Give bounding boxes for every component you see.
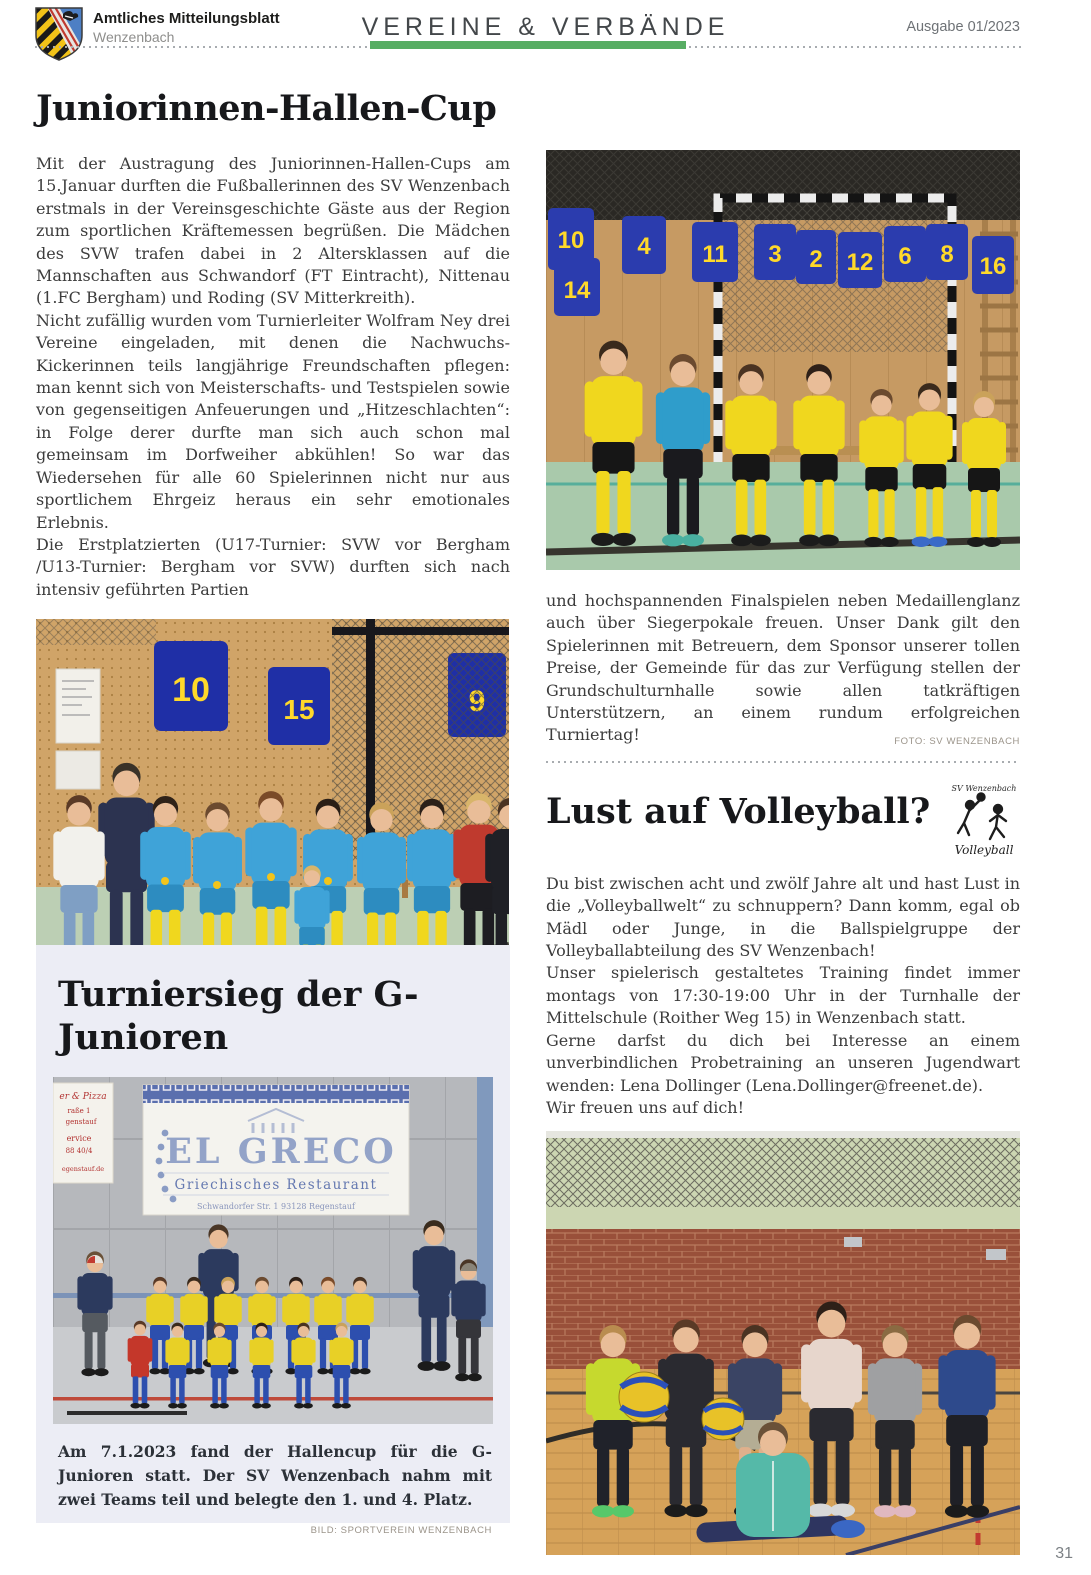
photo-credit: FOTO: SV WENZENBACH — [894, 736, 1020, 748]
volleyball-body — [546, 873, 1020, 1119]
poster-line: raße 1 — [67, 1107, 91, 1115]
article-continuation-block — [546, 590, 1020, 747]
el-greco-banner — [143, 1085, 409, 1215]
photo-volleyball-group — [546, 1131, 1020, 1555]
poster-line: genstauf — [65, 1118, 97, 1126]
stick-figures-icon — [958, 793, 1006, 839]
green-accent-bar — [370, 41, 686, 49]
article-continuation — [546, 590, 1020, 747]
poster-line: 88 40/4 — [65, 1147, 93, 1155]
jersey-number: 6 — [898, 243, 912, 270]
section-title: VEREINE & VERBÄNDE — [361, 13, 730, 41]
photo-u13-team — [546, 150, 1020, 570]
photo-u17-team — [36, 619, 510, 991]
photo-u17-team-illustration — [36, 619, 509, 991]
jersey-number: 16 — [979, 253, 1007, 280]
banner-address: Schwandorfer Str. 1 93128 Regenstauf — [196, 1202, 356, 1211]
article-paragraph: Mit der Austragung des Juniorinnen-Hallen-Cups am 15.Januar durften die Fußballerinnen des SV Wenzenbach erstmals in der Vereinsgeschichte Gäste aus der Region zum sportlichen Kräftemessen begrüßen. Die Mädchen des SVW trafen dabei in 2 Altersklassen auf die Mannschaften aus Schwandorf (FT Eintracht), Nittenau (1.FC Bergham) und Roding (SV Mitterkreith). — [36, 154, 510, 308]
article-title-gjunioren: Turniersieg der G-Junioren — [58, 974, 419, 1058]
volleyball-header — [546, 779, 1020, 859]
article-title-volleyball: Lust auf Volleyball? — [546, 790, 931, 832]
article-paragraph: Nicht zufällig wurden vom Turnierleiter Wolfram Ney drei Vereine eingeladen, mit denen die Nachwuchs-Kickerinnen teils langjährige Freundschaften pflegen: man kennt sich von Meisterschafts- und Testspielen sowie von gegenseitigen Anfeuerungen und „Hitzeschlachten“: in Folge derer durfte man sich auch schon mal gemeinsam im Dorfweiher abkühlen! So war das Wiedersehen für alle 60 Spielerinnen nicht nur aus sportlichem Ehrgeiz heraus ein sehr emotionales Erlebnis. — [36, 310, 510, 532]
volleyball-paragraph: Du bist zwischen acht und zwölf Jahre alt und hast Lust in die „Volleyballwelt“ zu schnuppern? Dann komm, egal ob Mädl oder Junge, in die Ballspielgruppe der Volleyballabteilung des SV Wenzenbach! — [546, 873, 1020, 961]
photo-caption-gjunioren — [58, 1440, 492, 1536]
jersey-number: 3 — [768, 241, 782, 268]
photo-gjunioren-illustration — [53, 1077, 493, 1424]
masthead-title: Amtliches Mitteilungsblatt — [93, 10, 280, 27]
jersey-number: 10 — [172, 671, 210, 710]
jersey-number: 4 — [637, 233, 651, 260]
logo-text-bottom: Volleyball — [954, 842, 1014, 857]
volleyball-paragraph: Unser spielerisch gestaltetes Training findet immer montags von 17:30-19:00 Uhr in der Turnhalle der Mittelschule (Roither Weg 15) in Wenzenbach statt. — [546, 963, 1020, 1028]
photo-volleyball-illustration — [546, 1131, 1020, 1555]
jersey-number: 10 — [557, 227, 585, 254]
banner-title: EL GRECO — [165, 1131, 397, 1172]
jersey-number: 8 — [940, 241, 954, 268]
caption-text: Am 7.1.2023 fand der Hallencup für die G-Junioren statt. Der SV Wenzenbach nahm mit zwei Teams teil und belegte den 1. und 4. Platz. — [58, 1442, 492, 1509]
photo-credit: BILD: SPORTVEREIN WENZENBACH — [310, 1525, 492, 1536]
right-column — [546, 150, 1020, 1555]
volleyball-paragraph: Gerne darfst du dich bei Interesse an einem unverbindlichen Probetraining an unseren Jugendwart wenden: Lena Dollinger (Lena.Dollinger@freenet.de). — [546, 1030, 1020, 1095]
wall-posters — [56, 669, 100, 789]
left-column — [36, 88, 510, 991]
poster-line: egenstauf.de — [61, 1165, 105, 1173]
jersey-number: 14 — [563, 277, 591, 304]
masthead-subtitle: Wenzenbach — [93, 28, 175, 45]
photo-gjunioren — [53, 1077, 493, 1424]
section-dotted-divider — [546, 761, 1020, 763]
poster-line: ervice — [66, 1134, 92, 1143]
jersey-number: 12 — [846, 249, 874, 276]
pizza-poster — [53, 1083, 113, 1183]
issue-label: Ausgabe 01/2023 — [906, 19, 1020, 35]
banner-subtitle: Griechisches Restaurant — [174, 1177, 378, 1193]
volleyball-ball — [702, 1398, 744, 1440]
continuation-text: und hochspannenden Finalspielen neben Medaillenglanz auch über Siegerpokale freuen. Unser Dank gilt den Spielerinnen mit Betreuern, dem Sponsor unserer tollen Preise, der Gemeinde für das zur Verfügung stellen der Grundschulturnhalle sowie allen tatkräftigen Unterstützern, an einem rundum erfolgreichen Turniertag! — [546, 591, 1020, 745]
photo-u13-team-illustration — [546, 150, 1020, 570]
jersey-number: 15 — [283, 694, 315, 726]
article-paragraph: Die Erstplatzierten (U17-Turnier: SVW vor Bergham /U13-Turnier: Bergham vor SVW) durften sich nach intensiv geführten Partien — [36, 534, 510, 599]
article-title-juniorinnen: Juniorinnen-Hallen-Cup — [36, 88, 497, 129]
poster-line: er & Pizza — [59, 1092, 107, 1102]
volleyball-ball — [619, 1372, 669, 1422]
volleyball-club-logo — [948, 779, 1020, 859]
jersey-number: 2 — [809, 246, 823, 273]
jersey-number: 11 — [702, 241, 728, 268]
volleyball-paragraph: Wir freuen uns auf dich! — [546, 1097, 745, 1117]
article-gjunioren-box — [36, 945, 510, 1536]
logo-text-top: SV Wenzenbach — [951, 783, 1017, 793]
page-number: 31 — [1055, 1545, 1073, 1562]
